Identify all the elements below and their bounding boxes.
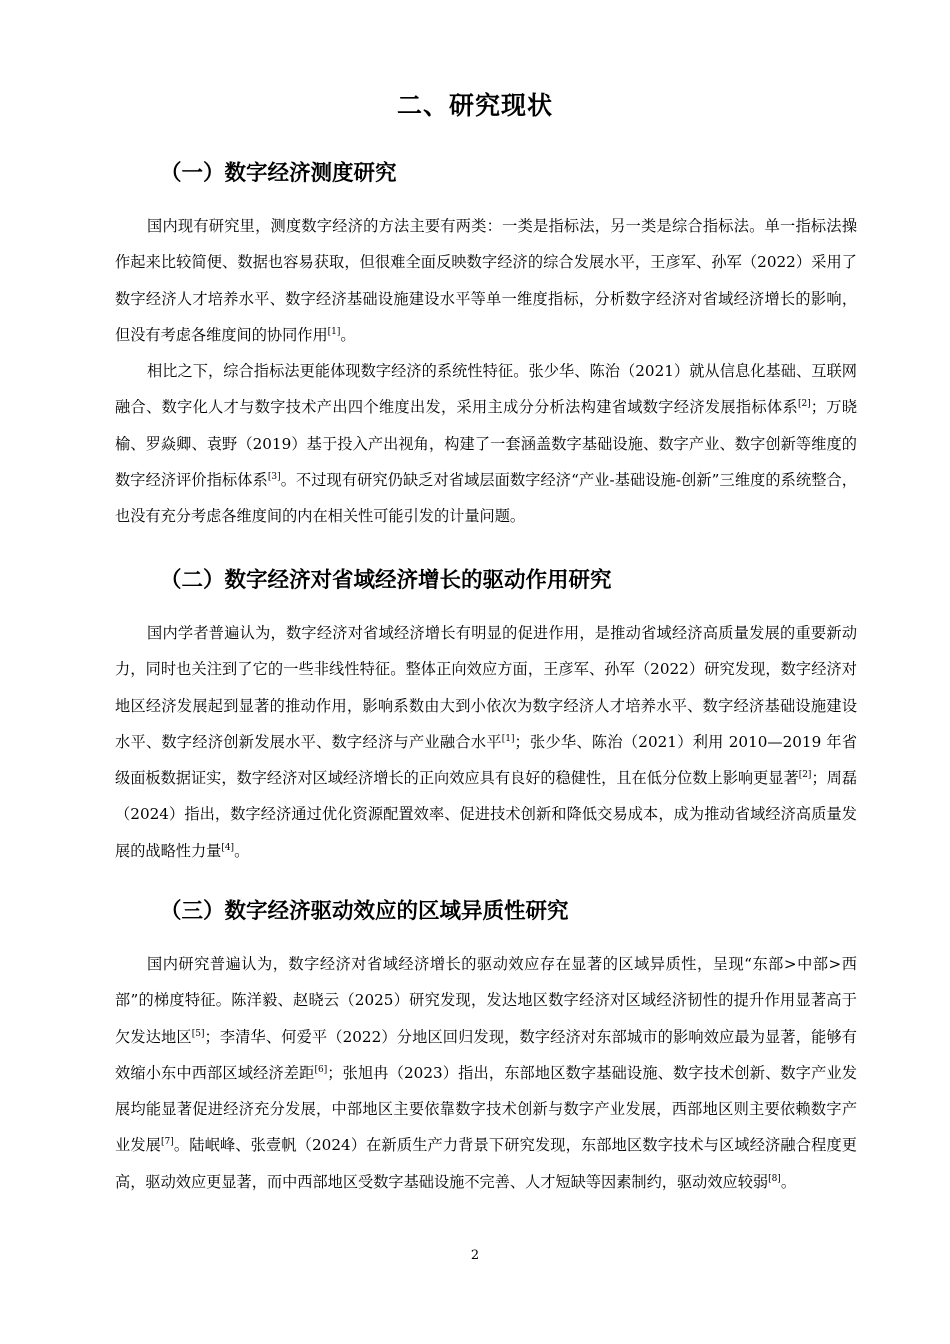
paragraph-1-2	[115, 353, 857, 534]
citation-ref: [6]	[314, 1064, 328, 1075]
citation-ref: [1]	[327, 326, 341, 337]
section-title-2: （二）数字经济对省域经济增长的驱动作用研究	[160, 568, 612, 593]
citation-ref: [8]	[768, 1173, 781, 1184]
paragraph-text: ；周磊（2024）指出，数字经济通过优化资源配置效率、促进技术创新和降低交易成本，成为推动省域经济高质量发展的战略性力量	[115, 769, 858, 860]
paragraph-text: 。陆岷峰、张壹帆（2024）在新质生产力背景下研究发现，东部地区数字技术与区域经济融合程度更高，驱动效应更显著，而中西部地区受数字基础设施不完善、人才短缺等因素制约，驱动效应较弱	[115, 1136, 857, 1191]
paragraph-3-1	[115, 946, 857, 1200]
paragraph-text: 相比之下，综合指标法更能体现数字经济的系统性特征。张少华、陈治（2021）就从信息化基础、互联网融合、数字化人才与数字技术产出四个维度出发，采用主成分分析法构建省域数字经济发展指标体系	[115, 362, 857, 417]
paragraph-text: 。	[340, 325, 356, 344]
citation-ref: [2]	[798, 399, 811, 410]
paragraph-text: 。不过现有研究仍缺乏对省域层面数字经济“产业-基础设施-创新”三维度的系统整合，也没有充分考虑各维度间的内在相关性可能引发的计量问题。	[115, 470, 857, 526]
paragraph-text: 。	[234, 841, 250, 860]
section-title-3: （三）数字经济驱动效应的区域异质性研究	[160, 899, 569, 924]
paragraph-1-1	[115, 208, 857, 353]
paragraph-text: 国内现有研究里，测度数字经济的方法主要有两类：一类是指标法，另一类是综合指标法。单一指标法操作起来比较简便、数据也容易获取，但很难全面反映数字经济的综合发展水平，王彦军、孙军（2022）采用了数字经济人才培养水平、数字经济基础设施建设水平等单一维度指标，分析数字经济对省域经济增长的影响，但没有考虑各维度间的协同作用	[115, 217, 857, 344]
citation-ref: [7]	[161, 1137, 174, 1148]
citation-ref: [4]	[221, 842, 235, 853]
paragraph-2-1	[115, 615, 857, 869]
citation-ref: [2]	[798, 770, 812, 781]
paragraph-text: ；李清华、何爱平（2022）分地区回归发现，数字经济对东部城市的影响效应最为显著，能够有效缩小东中西部区域经济差距	[115, 1027, 857, 1082]
paragraph-text: 国内学者普遍认为，数字经济对省域经济增长有明显的促进作用，是推动省域经济高质量发展的重要新动力，同时也关注到了它的一些非线性特征。整体正向效应方面，王彦军、孙军（2022）研究发现，数字经济对地区经济发展起到显著的推动作用，影响系数由大到小依次为数字经济人才培养水平、数字经济基础设施建设水平、数字经济创新发展水平、数字经济与产业融合水平	[115, 624, 857, 751]
page-number: 2	[470, 1248, 480, 1263]
section-title-1: （一）数字经济测度研究	[160, 161, 397, 186]
paragraph-text: 国内研究普遍认为，数字经济对省域经济增长的驱动效应存在显著的区域异质性，呈现“东部>中部>西部”的梯度特征。陈洋毅、赵晓云（2025）研究发现，发达地区数字经济对区域经济韧性的提升作用显著高于欠发达地区	[115, 955, 857, 1046]
paragraph-text: ；万晓榆、罗焱卿、袁野（2019）基于投入产出视角，构建了一套涵盖数字基础设施、数字产业、数字创新等维度的数字经济评价指标体系	[115, 398, 858, 489]
citation-ref: [1]	[501, 733, 515, 744]
chapter-title: 二、研究现状	[396, 91, 553, 120]
paragraph-text: ；张旭冉（2023）指出，东部地区数字基础设施、数字技术创新、数字产业发展均能显著促进经济充分发展，中部地区主要依靠数字技术创新与数字产业发展，西部地区则主要依赖数字产业发展	[115, 1063, 858, 1155]
citation-ref: [5]	[191, 1028, 205, 1039]
paragraph-text: ；张少华、陈治（2021）利用 2010—2019 年省级面板数据证实，数字经济对区域经济增长的正向效应具有良好的稳健性，且在低分位数上影响更显著	[115, 732, 858, 788]
citation-ref: [3]	[267, 471, 281, 482]
paragraph-text: 。	[780, 1172, 796, 1191]
